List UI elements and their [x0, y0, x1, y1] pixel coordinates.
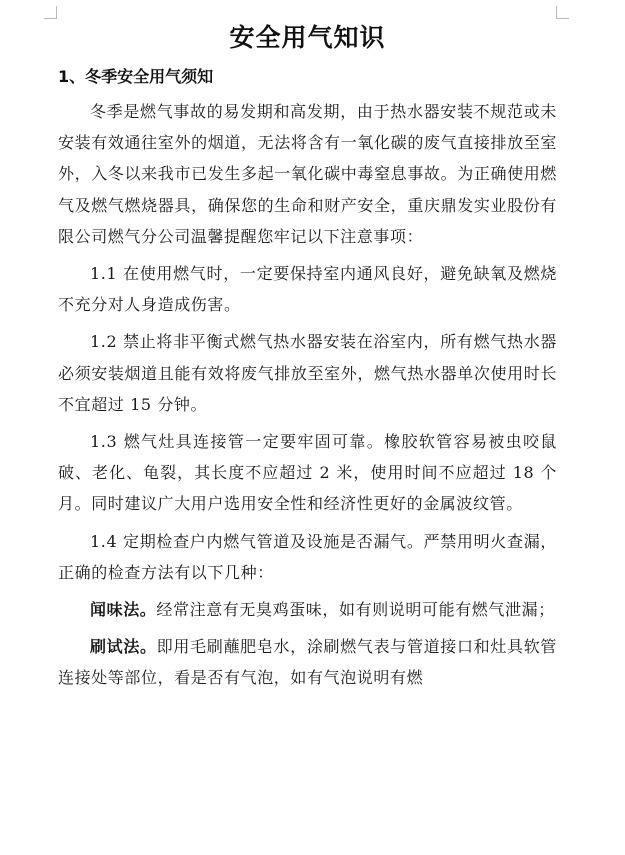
intro-paragraph: 冬季是燃气事故的易发期和高发期，由于热水器安装不规范或未安装有效通往室外的烟道，无法将含有一氧化碳的废气直接排放至室外，入冬以来我市已发生多起一氧化碳中毒窒息事故。为正确使用燃气及燃气燃烧器具，确保您的生命和财产安全，重庆鼎发实业股份有限公司燃气分公司温馨提醒您牢记以下注意事项：: [58, 102, 557, 246]
method-text-brush: 即用毛刷蘸肥皂水，涂刷燃气表与管道接口和灶具软管连接处等部位，看是否有气泡，如有气泡说明有燃: [58, 637, 557, 688]
item-paragraph-1-2: 1.2 禁止将非平衡式燃气热水器安装在浴室内，所有燃气热水器必须安装烟道且能有效将废气排放至室外，燃气热水器单次使用时长不宜超过 15 分钟。: [58, 332, 557, 414]
method-text-smell: 经常注意有无臭鸡蛋味，如有则说明可能有燃气泄漏；: [156, 600, 555, 620]
method-label-brush: 刷试法。: [90, 637, 157, 657]
item-paragraph-1-4: 1.4 定期检查户内燃气管道及设施是否漏气。严禁用明火查漏，正确的检查方法有以下几种：: [58, 531, 557, 582]
method-label-smell: 闻味法。: [90, 600, 157, 620]
item-paragraph-1-3: 1.3 燃气灶具连接管一定要牢固可靠。橡胶软管容易被虫咬鼠破、老化、龟裂，其长度不应超过 2 米，使用时间不应超过 18 个月。同时建议广大用户选用安全性和经济性更好的金属波纹管。: [58, 432, 557, 514]
crop-mark-top-right: [556, 6, 569, 19]
section-heading: 1、冬季安全用气须知: [58, 67, 214, 86]
crop-mark-top-left: [44, 6, 57, 19]
method-paragraph-brush: [58, 631, 557, 693]
item-paragraph-1-1: 1.1 在使用燃气时，一定要保持室内通风良好，避免缺氧及燃烧不充分对人身造成伤害。: [58, 264, 557, 315]
method-paragraph-smell: [58, 594, 557, 625]
document-title: 安全用气知识: [229, 23, 386, 52]
